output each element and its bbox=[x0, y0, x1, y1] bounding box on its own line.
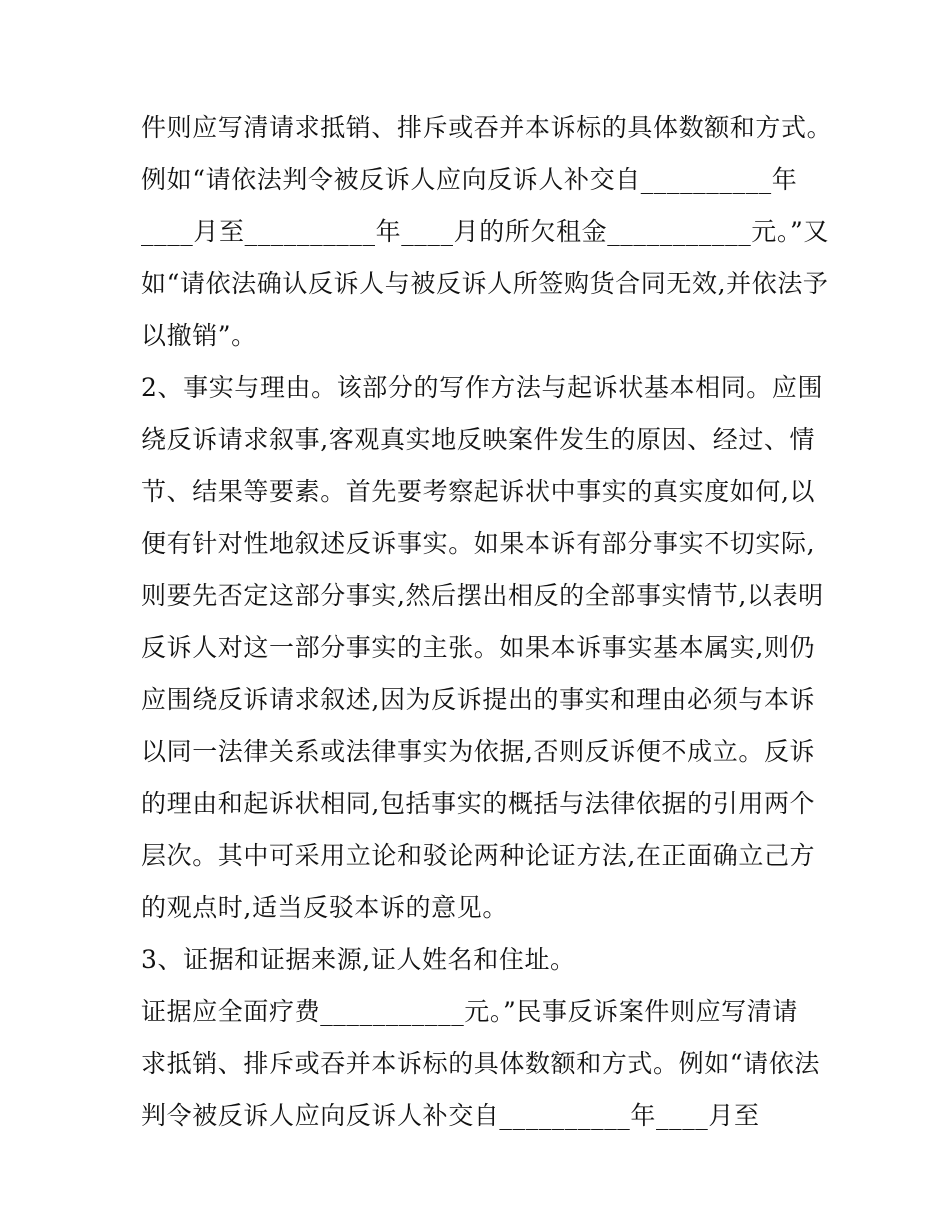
text-line: 2、事实与理由。该部分的写作方法与起诉状基本相同。应围 bbox=[141, 373, 824, 402]
text-line: 求抵销、排斥或吞并本诉标的具体数额和方式。例如“请依法 bbox=[141, 1049, 820, 1078]
text-line: 层次。其中可采用立论和驳论两种论证方法,在正面确立己方 bbox=[141, 841, 816, 870]
text-line: 判令被反诉人应向反诉人补交自__________年____月至 bbox=[141, 1101, 760, 1130]
text-line: 以撤销”。 bbox=[141, 321, 257, 350]
text-line: 绕反诉请求叙事,客观真实地反映案件发生的原因、经过、情 bbox=[141, 425, 816, 454]
text-line: 件则应写清请求抵销、排斥或吞并本诉标的具体数额和方式。 bbox=[141, 113, 833, 142]
text-line: 3、证据和证据来源,证人姓名和住址。 bbox=[141, 945, 576, 974]
text-line: 证据应全面疗费___________元。”民事反诉案件则应写清请 bbox=[141, 997, 798, 1026]
text-line: 的理由和起诉状相同,包括事实的概括与法律依据的引用两个 bbox=[141, 789, 816, 818]
text-line: 便有针对性地叙述反诉事实。如果本诉有部分事实不切实际, bbox=[141, 529, 816, 558]
text-line: 例如“请依法判令被反诉人应向反诉人补交自__________年 bbox=[141, 165, 798, 194]
text-line: 则要先否定这部分事实,然后摆出相反的全部事实情节,以表明 bbox=[141, 581, 824, 610]
text-line: 节、结果等要素。首先要考察起诉状中事实的真实度如何,以 bbox=[141, 477, 816, 506]
text-line: 反诉人对这一部分事实的主张。如果本诉事实基本属实,则仍 bbox=[141, 633, 816, 662]
text-line: ____月至__________年____月的所欠租金___________元。”又 bbox=[141, 217, 829, 246]
text-line: 的观点时,适当反驳本诉的意见。 bbox=[141, 893, 508, 922]
text-line: 以同一法律关系或法律事实为依据,否则反诉便不成立。反诉 bbox=[141, 737, 816, 766]
text-line: 应围绕反诉请求叙述,因为反诉提出的事实和理由必须与本诉 bbox=[141, 685, 816, 714]
text-line: 如“请依法确认反诉人与被反诉人所签购货合同无效,并依法予 bbox=[141, 269, 829, 298]
